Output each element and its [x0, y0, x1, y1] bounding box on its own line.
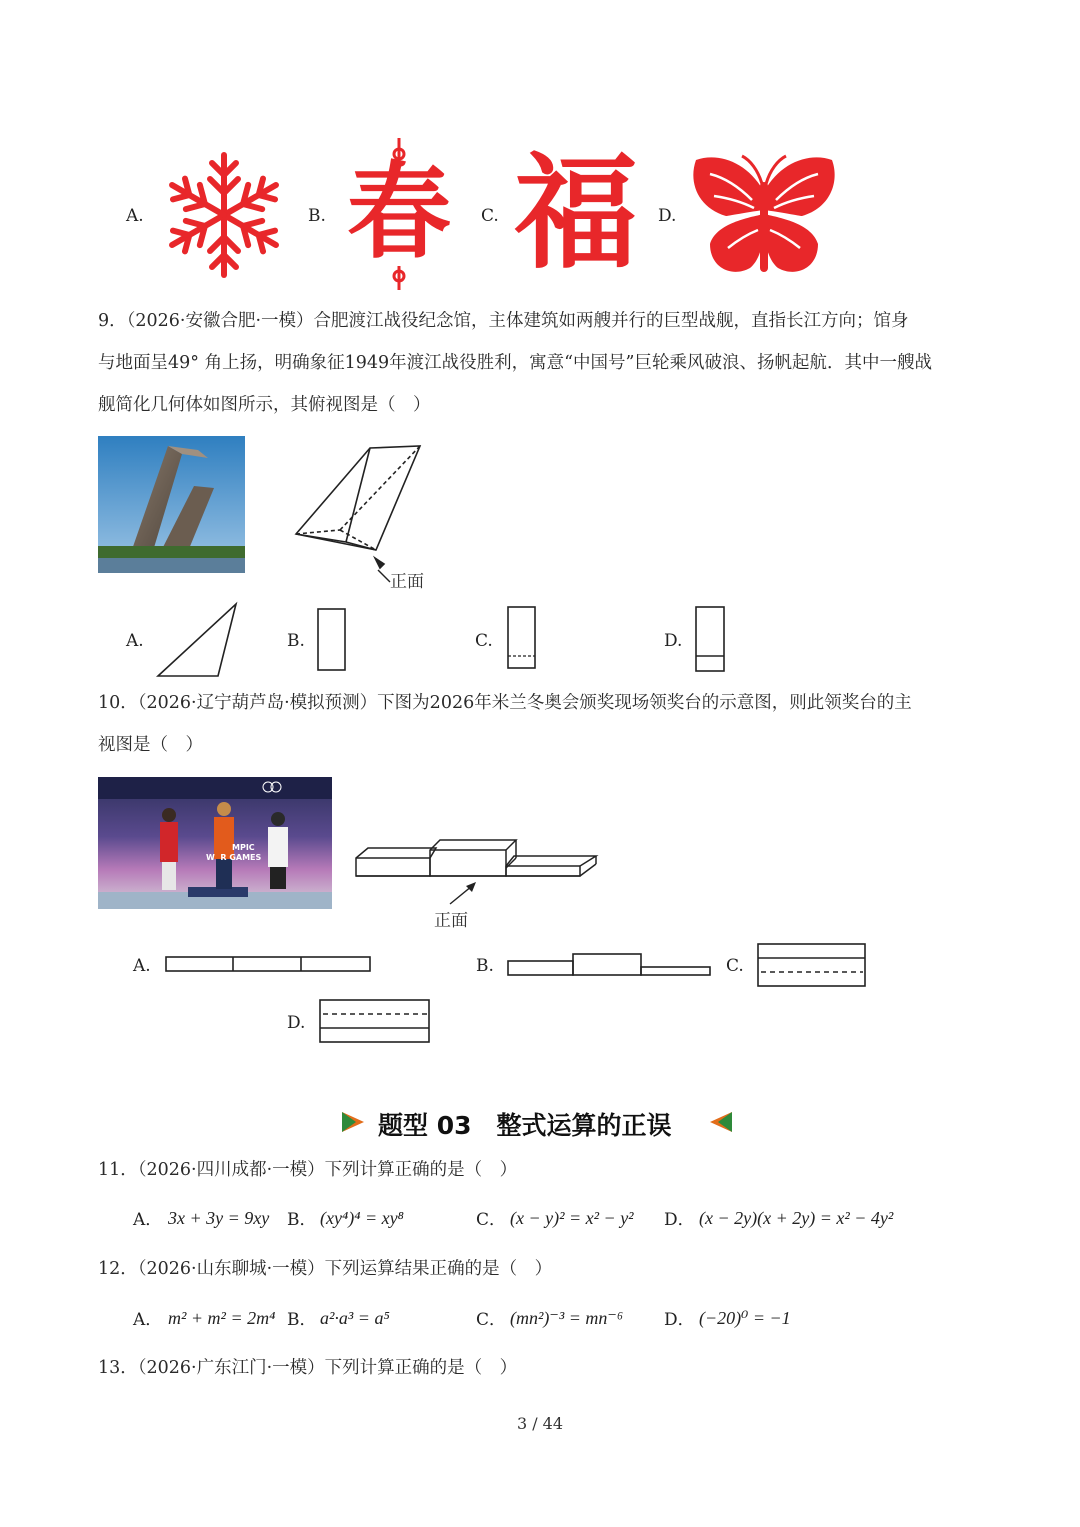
q9-line-3: 舰简化几何体如图所示，其俯视图是（ ）: [98, 395, 431, 415]
q9-option-d-rectangle: [695, 606, 727, 672]
q8-option-d-label: D.: [658, 206, 677, 226]
q12-option-c-expr: (mn²)⁻³ = mn⁻⁶: [510, 1308, 624, 1328]
fu-papercut-image: 福: [513, 141, 638, 286]
q10-option-b-figure: [507, 953, 713, 977]
q8-option-c-label: C.: [481, 206, 499, 226]
q10-option-d-figure: [319, 999, 431, 1045]
q11-option-a-expr: 3x + 3y = 9xy: [168, 1208, 270, 1228]
q10-option-c-figure: [757, 943, 867, 989]
q10-option-d-label: D.: [287, 1013, 306, 1033]
q10-front-label: 正面: [434, 911, 468, 931]
q9-option-a-triangle: [156, 602, 240, 678]
q11-option-d-expr: (x − 2y)(x + 2y) = x² − 4y²: [699, 1208, 894, 1228]
q9-option-c-rectangle: [507, 606, 537, 670]
q12-option-a-label: A．: [133, 1310, 163, 1330]
chun-papercut-image: 春: [336, 138, 462, 290]
q9-option-b-rectangle: [317, 608, 347, 672]
q11-option-b-expr: (xy⁴)⁴ = xy⁸: [320, 1208, 404, 1228]
q9-option-a-label: A.: [126, 631, 144, 651]
q12-option-c-label: C．: [476, 1310, 507, 1330]
q13-text: 13．（2026·广东江门·一模）下列计算正确的是（ ）: [98, 1358, 518, 1378]
page-number: 3 / 44: [516, 1414, 564, 1433]
q10-option-b-label: B.: [476, 956, 494, 976]
q12-option-d-label: D．: [664, 1310, 695, 1330]
q12-option-a-expr: m² + m² = 2m⁴: [168, 1308, 276, 1328]
memorial-photo: [98, 436, 245, 573]
q11-option-c-expr: (x − y)² = x² − y²: [510, 1208, 634, 1228]
q11-option-c-label: C．: [476, 1210, 507, 1230]
q10-option-a-label: A.: [133, 956, 151, 976]
q12-text: 12．（2026·山东聊城·一模）下列运算结果正确的是（ ）: [98, 1259, 553, 1279]
section-arrow-right-icon: [708, 1110, 734, 1134]
q9-line-1: 9．（2026·安徽合肥·一模）合肥渡江战役纪念馆，主体建筑如两艘并行的巨型战舰，直指长江方向；馆身: [98, 311, 909, 331]
q12-option-b-label: B．: [287, 1310, 317, 1330]
q9-option-c-label: C.: [475, 631, 493, 651]
q10-line-2: 视图是（ ）: [98, 735, 203, 755]
q11-text: 11．（2026·四川成都·一模）下列计算正确的是（ ）: [98, 1160, 518, 1180]
q10-front-arrow: [446, 880, 480, 908]
butterfly-image: [688, 152, 840, 280]
q9-option-b-label: B.: [287, 631, 305, 651]
q9-front-label: 正面: [390, 572, 424, 592]
q9-line-2: 与地面呈49° 角上扬，明确象征1949年渡江战役胜利，寓意“中国号”巨轮乘风破浪、扬帆起航．其中一艘战: [98, 353, 933, 373]
q12-option-b-expr: a²·a³ = a⁵: [320, 1308, 390, 1328]
section-arrow-left-icon: [340, 1110, 366, 1134]
q11-option-a-label: A．: [133, 1210, 163, 1230]
q8-option-b-label: B.: [308, 206, 326, 226]
q12-option-d-expr: (−20)⁰ = −1: [699, 1308, 791, 1328]
q10-option-a-figure: [165, 956, 373, 974]
q8-option-a-label: A.: [126, 206, 144, 226]
q9-option-d-label: D.: [664, 631, 683, 651]
q10-line-1: 10．（2026·辽宁葫芦岛·模拟预测）下图为2026年米兰冬奥会颁奖现场领奖台的示意图，则此领奖台的主: [98, 693, 912, 713]
q11-option-d-label: D．: [664, 1210, 695, 1230]
q10-option-c-label: C.: [726, 956, 744, 976]
q11-option-b-label: B．: [287, 1210, 317, 1230]
snowflake-image: [162, 150, 286, 280]
section-title: 题型 03 整式运算的正误: [378, 1111, 672, 1140]
podium-photo: MPIC W R GAMES: [98, 777, 332, 909]
